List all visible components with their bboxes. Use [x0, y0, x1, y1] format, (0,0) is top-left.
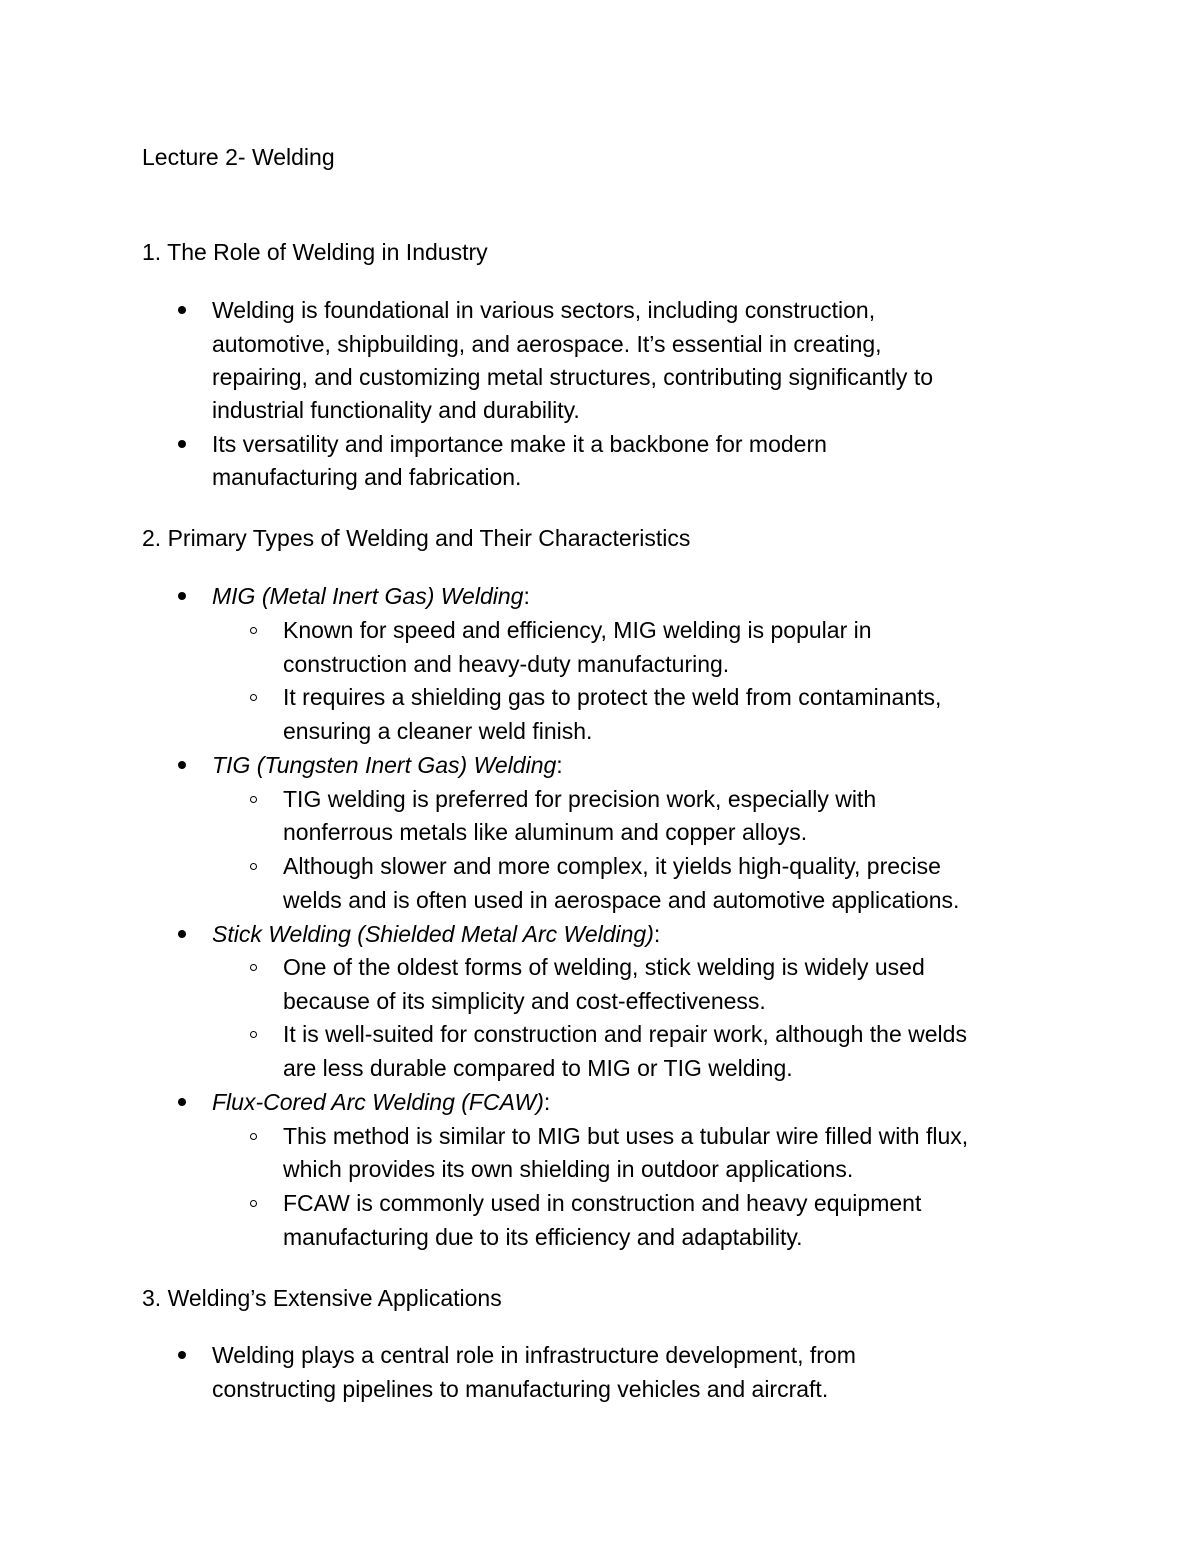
sub-bullet-icon — [250, 627, 257, 634]
bullet-text-line: industrial functionality and durability. — [212, 397, 580, 423]
sub-bullet-icon — [250, 1133, 257, 1140]
sub-bullet-text-line: FCAW is commonly used in construction and heavy equipment — [283, 1190, 922, 1216]
welding-type-term: MIG (Metal Inert Gas) Welding — [212, 583, 524, 609]
sub-bullet-text-line: Although slower and more complex, it yields high-quality, precise — [283, 853, 941, 879]
sub-bullet-icon — [250, 863, 257, 870]
bullet-icon — [178, 1098, 186, 1106]
sub-bullet-icon — [250, 1031, 257, 1038]
term-suffix: : — [653, 921, 661, 947]
sub-bullet-icon — [250, 964, 257, 971]
section-heading: 2. Primary Types of Welding and Their Characteristics — [142, 525, 691, 551]
sub-bullet-icon — [250, 1200, 257, 1207]
sub-bullet-text-line: which provides its own shielding in outdoor applications. — [283, 1156, 854, 1182]
bullet-icon — [178, 930, 186, 938]
section-heading: 1. The Role of Welding in Industry — [142, 239, 488, 265]
term-suffix: : — [556, 752, 563, 778]
bullet-text-line: manufacturing and fabrication. — [212, 464, 522, 490]
sub-bullet-text-line: because of its simplicity and cost-effectiveness. — [283, 988, 766, 1014]
welding-type-term: Stick Welding (Shielded Metal Arc Welding) — [212, 921, 654, 947]
sub-bullet-icon — [250, 694, 257, 701]
bullet-icon — [178, 592, 186, 600]
bullet-text-line: Welding plays a central role in infrastructure development, from — [212, 1342, 856, 1368]
bullet-icon — [178, 1351, 186, 1359]
document-title: Lecture 2- Welding — [142, 144, 335, 170]
sub-bullet-text-line: TIG welding is preferred for precision work, especially with — [283, 786, 877, 812]
bullet-text-line: automotive, shipbuilding, and aerospace. It’s essential in creating, — [212, 331, 882, 357]
bullet-text-line: constructing pipelines to manufacturing vehicles and aircraft. — [212, 1376, 829, 1402]
sub-bullet-text-line: It requires a shielding gas to protect the weld from contaminants, — [283, 684, 942, 710]
bullet-term-line — [212, 1085, 550, 1119]
bullet-text-line: repairing, and customizing metal structures, contributing significantly to — [212, 364, 934, 390]
sub-bullet-text-line: nonferrous metals like aluminum and copper alloys. — [283, 819, 808, 845]
bullet-text-line: Welding is foundational in various sectors, including construction, — [212, 297, 876, 323]
bullet-icon — [178, 440, 186, 448]
sub-bullet-text-line: welds and is often used in aerospace and automotive applications. — [283, 887, 960, 913]
sub-bullet-text-line: This method is similar to MIG but uses a tubular wire filled with flux, — [283, 1123, 969, 1149]
bullet-icon — [178, 306, 186, 314]
welding-type-term: TIG (Tungsten Inert Gas) Welding — [212, 752, 557, 778]
sub-bullet-text-line: manufacturing due to its efficiency and adaptability. — [283, 1224, 803, 1250]
sub-bullet-text-line: It is well-suited for construction and repair work, although the welds — [283, 1021, 967, 1047]
welding-type-term: Flux-Cored Arc Welding (FCAW) — [212, 1089, 544, 1115]
bullet-term-line — [212, 579, 530, 613]
sub-bullet-text-line: Known for speed and efficiency, MIG welding is popular in — [283, 617, 872, 643]
bullet-icon — [178, 761, 186, 769]
bullet-text-line: Its versatility and importance make it a backbone for modern — [212, 431, 827, 457]
sub-bullet-icon — [250, 796, 257, 803]
section-heading: 3. Welding’s Extensive Applications — [142, 1285, 502, 1311]
sub-bullet-text-line: are less durable compared to MIG or TIG welding. — [283, 1055, 793, 1081]
term-suffix: : — [523, 583, 530, 609]
bullet-term-line — [212, 748, 563, 782]
bullet-term-line — [212, 917, 660, 951]
sub-bullet-text-line: One of the oldest forms of welding, stick welding is widely used — [283, 954, 925, 980]
sub-bullet-text-line: ensuring a cleaner weld finish. — [283, 718, 593, 744]
sub-bullet-text-line: construction and heavy-duty manufacturing. — [283, 651, 730, 677]
term-suffix: : — [543, 1089, 551, 1115]
